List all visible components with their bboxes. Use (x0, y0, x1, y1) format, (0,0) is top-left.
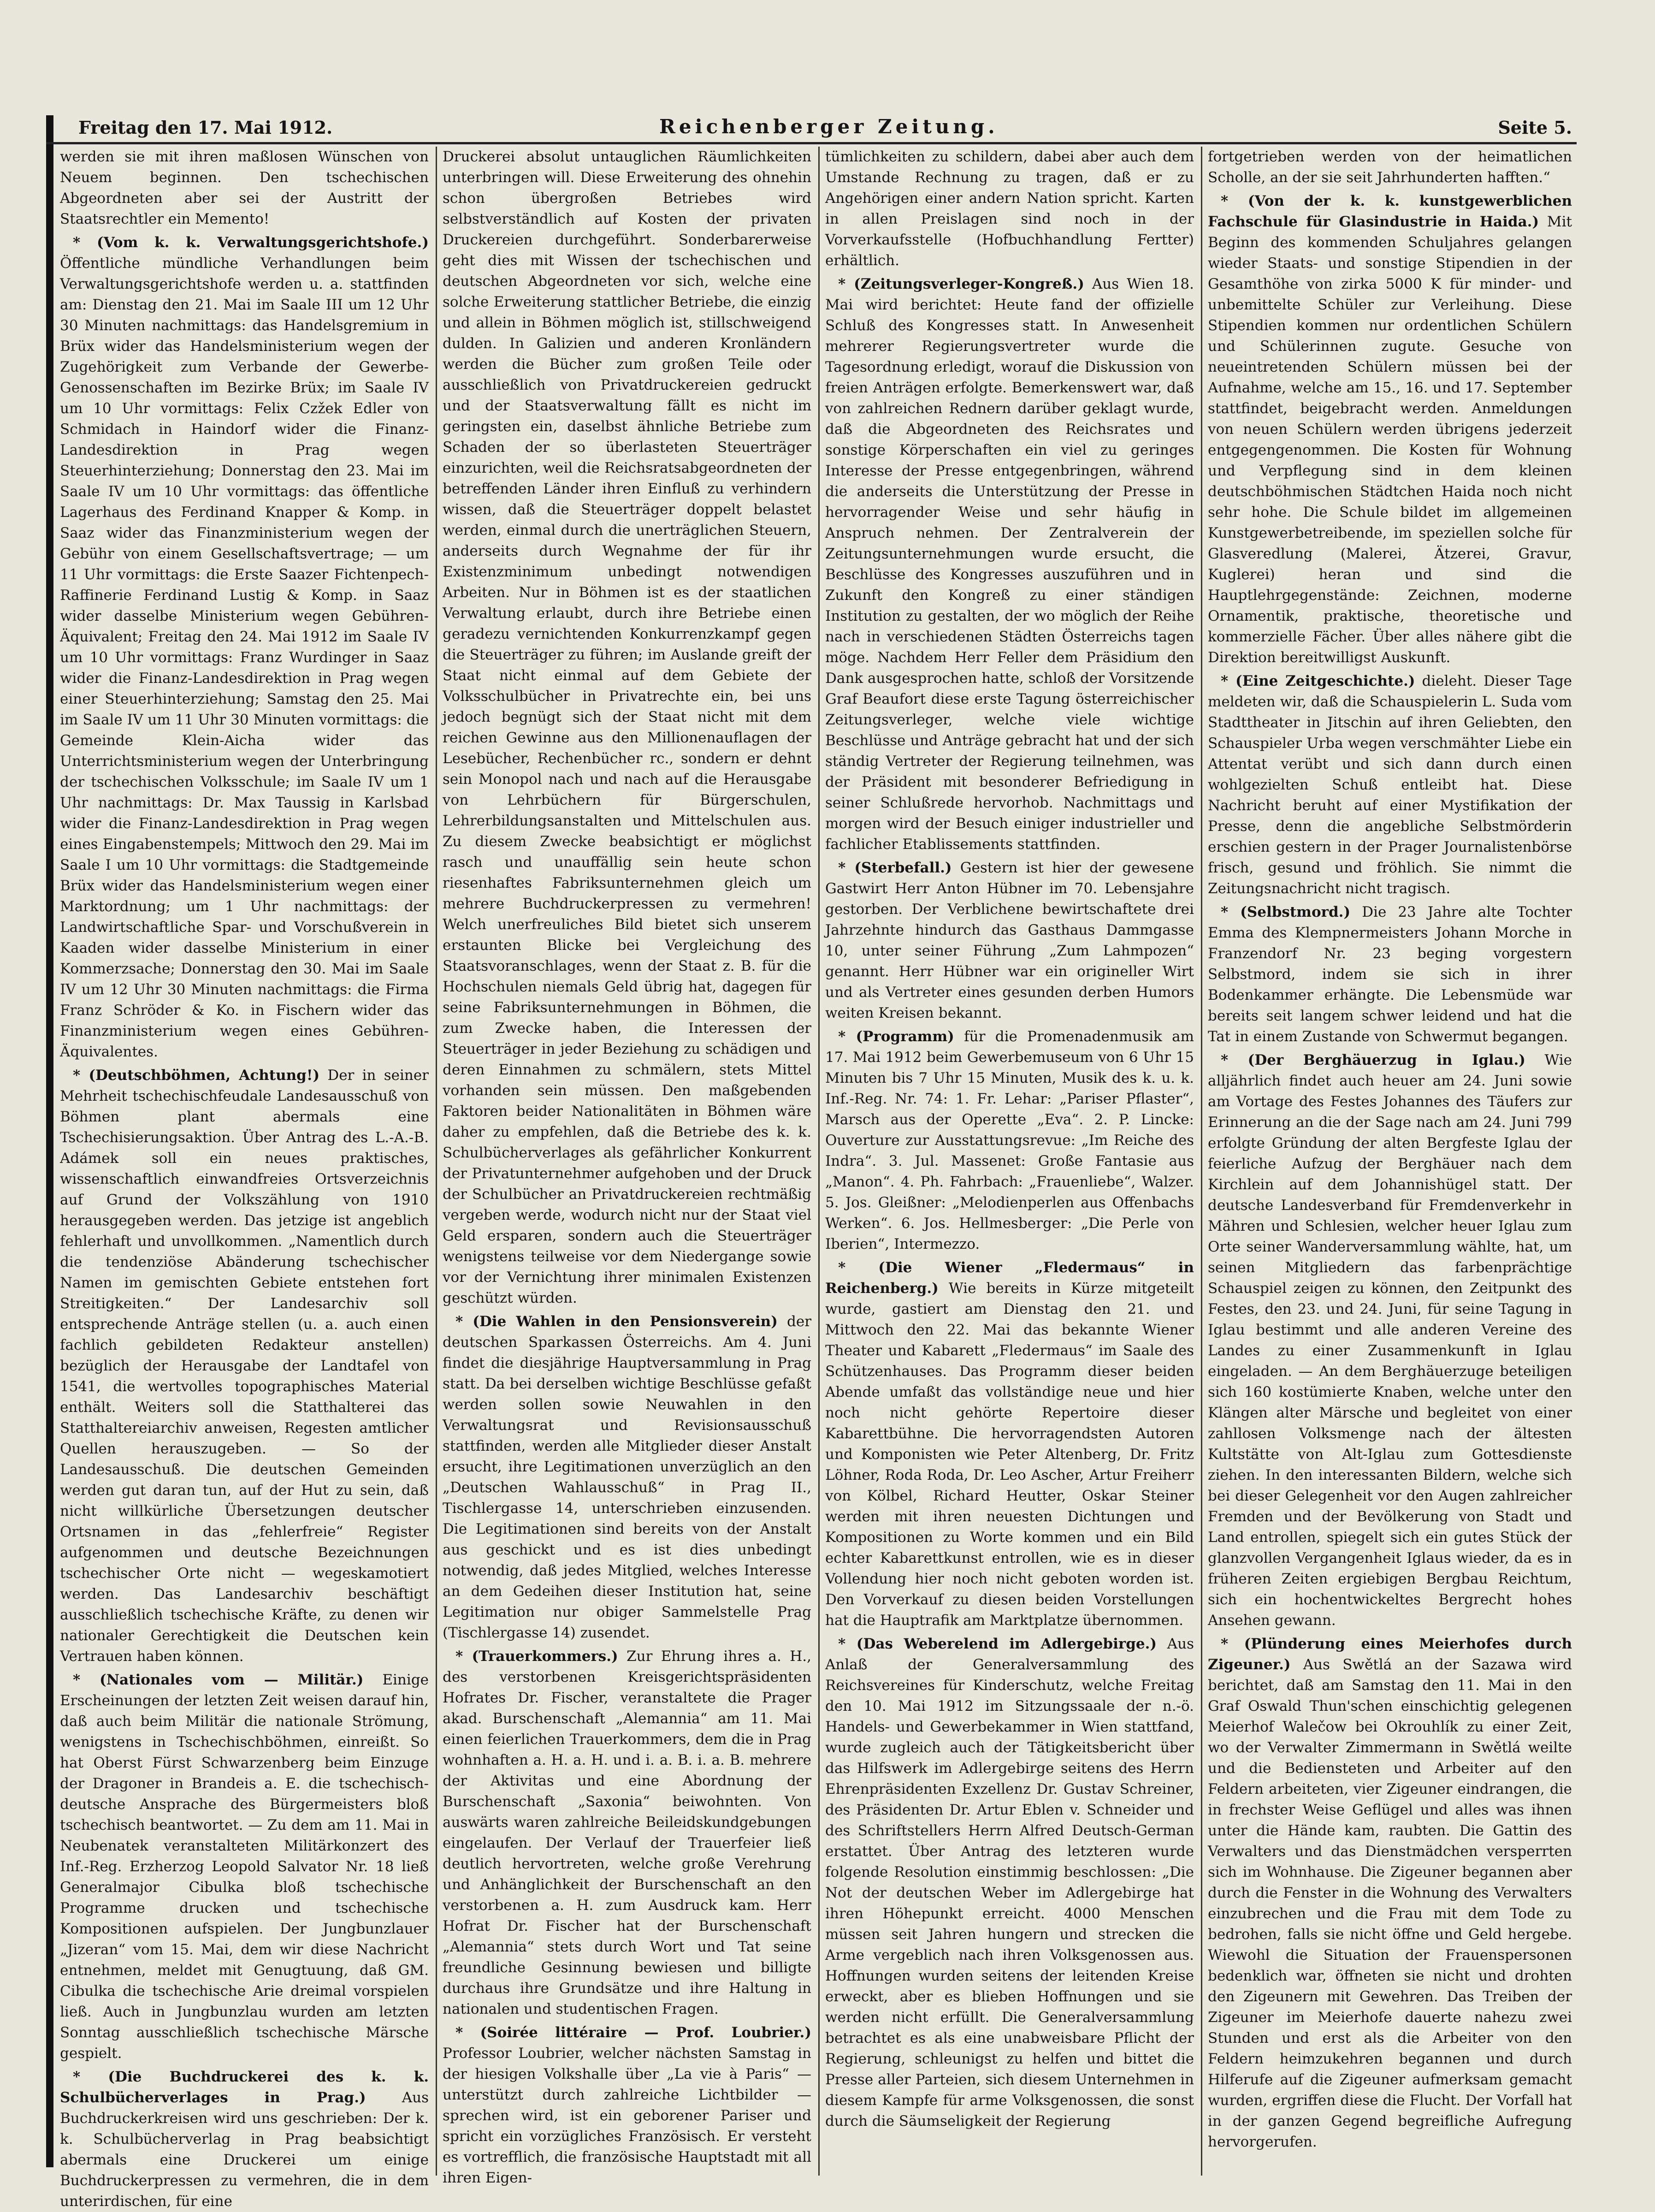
article-paragraph (825, 147, 1194, 271)
article-heading: * (Deutschböhmen, Achtung!) (73, 1067, 320, 1084)
article-text: Aus Wien 18. Mai wird berichtet: Heute fand der offizielle Schluß des Kongresses statt. In Anwesenheit mehrerer Regierungsvertreter wurde die Tagesordnung erledigt, worauf die Diskussion von freien Anträgen erfolgte. Bemerkenswert war, daß von zahlreichen Rednern darüber geklagt wurde, daß die Abgeordneten des Reichsrates und sonstige Körperschaften ein viel zu geringes Interesse der Presse entgegenbringen, während die anderseits die Unterstützung der Presse in hervorragender Weise und sehr häufig in Anspruch nehmen. Der Zentralverein der Zeitungsunternehmungen wurde ersucht, die Beschlüsse des Kongresses auszuführen und in Zukunft den Kongreß zu einer ständigen Institution zu gestalten, der wo möglich der Reihe nach in verschiedenen Städten Österreichs tagen möge. Nachdem Herr Feller dem Präsidium den Dank ausgesprochen hatte, schloß der Vorsitzende Graf Beaufort diese erste Tagung österreichischer Zeitungsverleger, welche viele wichtige Beschlüsse und Anträge gebracht hat und der sich ständig Vertreter der Regierung teilnehmen, was der Präsident mit besonderer Befriedigung in seiner Schlußrede hervorhob. Nachmittags und morgen wird der Besuch einiger industrieller und fachlicher Etablissements stattfinden. (825, 276, 1194, 853)
article-text: Einige Erscheinungen der letzten Zeit weisen darauf hin, daß auch beim Militär die nationale Strömung, wenigstens in Tschechischböhmen, einreißt. So hat Oberst Fürst Schwarzenberg beim Einzuge der Dragoner in Brandeis a. E. die tschechisch-deutsche Ansprache des Bürgermeisters bloß tschechisch beantwortet. — Zu dem am 11. Mai in Neubenatek veranstalteten Militärkonzert des Inf.-Reg. Erzherzog Leopold Salvator Nr. 18 ließ Generalmajor Cibulka bloß tschechische Programme drucken und tschechische Kompositionen aufspielen. Der Jungbunzlauer „Jizeran“ vom 15. Mai, dem wir diese Nachricht entnehmen, meldet mit Genugtuung, daß GM. Cibulka die tschechische Arie dreimal vorspielen ließ. Auch in Jungbunzlau wurden am letzten Sonntag ausschließlich tschechische Märsche gespielt. (60, 1672, 429, 2062)
article-heading: * (Die Buchdruckerei des k. k. Schulbücherverlages in Prag.) (60, 2069, 429, 2106)
column-3 (825, 147, 1194, 2176)
article-paragraph (825, 858, 1194, 1024)
article-text: Wie alljährlich findet auch heuer am 24. Juni sowie am Vortage des Festes Johannes des Täufers zur Erinnerung an die der Sage nach am 24. Juni 799 erfolgte Gründung der alten Bergfeste Iglau der feierliche Aufzug der Berghäuer nach dem Kirchlein auf dem Johannishügel statt. Der deutsche Landesverband für Fremdenverkehr in Mähren und Schlesien, welcher heuer Iglau zum Orte seiner Wanderversammlung wählte, hat, um seinen Mitgliedern das farbenprächtige Schauspiel zeigen zu können, den Zeitpunkt des Festes, den 23. und 24. Juni, für seine Tagung in Iglau bestimmt und alle anderen Vereine des Landes zu einer Zusammenkunft in Iglau eingeladen. — An dem Berghäuerzuge beteiligen sich 160 kostümierte Knaben, welche unter den Klängen alter Märsche und begleitet von einer zahllosen Volksmenge nach der ältesten Kultstätte von Alt-Iglau zum Gottesdienste ziehen. In den interessanten Bildern, welche sich bei dieser Gelegenheit vor den Augen zahlreicher Fremden und der Bevölkerung von Stadt und Land entrollen, spiegelt sich ein gutes Stück der glanzvollen Vergangenheit Iglaus wieder, da es in früheren Zeiten ergiebigen Bergbau Reichtum, sich ein hochentwickeltes Bergrecht hohes Ansehen gewann. (1208, 1052, 1572, 1629)
top-margin-strip (0, 0, 1655, 115)
article-heading: * (Selbstmord.) (1221, 904, 1351, 920)
article-paragraph (443, 147, 811, 1309)
header-paper-title: Reichenberger Zeitung. (659, 115, 999, 138)
article-heading: * (Vom k. k. Verwaltungsgerichtshofe.) (73, 234, 429, 251)
column-4 (1208, 147, 1572, 2176)
article-text: Öffentliche mündliche Verhandlungen beim Verwaltungsgerichtshofe werden u. a. stattfinden am: Dienstag den 21. Mai im Saale III um 12 Uhr 30 Minuten nachmittags: das Handelsgremium in Brüx wider das Handelsministerium wegen der Zugehörigkeit zum Verbande der Gewerbe-Genossenschaften im Bezirke Brüx; im Saale IV um 10 Uhr vormittags: Felix Czžek Edler von Schmidach in Haindorf wider die Finanz-Landesdirektion in Prag wegen Steuerhinterziehung; Donnerstag den 23. Mai im Saale IV um 10 Uhr vormittags: das öffentliche Lagerhaus des Ferdinand Knapper & Komp. in Saaz wider das Finanzministerium wegen der Gebühr von einem Gesellschaftsvertrage; — um 11 Uhr vormittags: die Erste Saazer Fichtenpech-Raffinerie Ferdinand Lustig & Komp. in Saaz wider dasselbe Ministerium wegen Gebühren-Äquivalent; Freitag den 24. Mai 1912 im Saale IV um 10 Uhr vormittags: Franz Wurdinger in Saaz wider die Finanz-Landesdirektion in Prag wegen einer Steuerhinterziehung; Samstag den 25. Mai im Saale IV um 11 Uhr 30 Minuten vormittags: die Gemeinde Klein-Aicha wider das Unterrichtsministerium wegen der Unterbringung der tschechischen Volksschule; im Saale IV um 1 Uhr nachmittags: Dr. Max Taussig in Karlsbad wider die Finanz-Landesdirektion in Prag wegen eines Eingabenstempels; Mittwoch den 29. Mai im Saale I um 10 Uhr vormittags: die Stadtgemeinde Brüx wider das Handelsministerium wegen einer Marktordnung; um 1 Uhr nachmittags: der Landwirtschaftliche Spar- und Vorschußverein in Kaaden wider dasselbe Ministerium in einer Kommerzsache; Donnerstag den 30. Mai im Saale IV um 12 Uhr 30 Minuten nachmittags: die Firma Franz Schröder & Ko. in Fischern wider das Finanzministerium wegen eines Gebühren-Äquivalentes. (60, 255, 429, 1060)
header-page-number: Seite 5. (1498, 117, 1572, 138)
article-heading: * (Die Wiener „Fledermaus“ in Reichenberg.) (825, 1259, 1194, 1297)
article-text: fortgetrieben werden von der heimatlichen Scholle, an der sie seit Jahrhunderten hafften.“ (1208, 148, 1572, 186)
article-paragraph (1208, 671, 1572, 899)
column-rule (436, 147, 437, 2176)
article-heading: * (Programm) (838, 1028, 954, 1045)
column-2 (443, 147, 812, 2186)
column-rule (818, 147, 820, 2176)
header-date: Freitag den 17. Mai 1912. (78, 117, 333, 138)
article-paragraph (443, 2022, 811, 2188)
article-text: Druckerei absolut untauglichen Räumlichkeiten unterbringen will. Diese Erweiterung des ohnehin schon übergroßen Betriebes wird selbstverständlich auf Kosten der privaten Druckereien durchgeführt. Sonderbarerweise geht dies mit Wissen der tschechischen und deutschen Abgeordneten vor sich, welche eine solche Erweiterung stattlicher Betriebe, die einzig und allein in Böhmen möglich ist, stillschweigend dulden. In Galizien und anderen Kronländern werden die Bücher zum großen Teile oder ausschließlich von Privatdruckereien gedruckt und der Staatsverwaltung fällt es nicht im geringsten ein, daselbst ähnliche Betriebe zum Schaden der so überlasteten Steuerträger einzurichten, weil die Reichsratsabgeordneten der betreffenden Länder ihren Einfluß zu verhindern wissen, daß die Steuerträger doppelt belastet werden, einmal durch die unerträglichen Steuern, anderseits durch Wegnahme der für ihr Existenzminimum unbedingt notwendigen Arbeiten. Nur in Böhmen ist es der staatlichen Verwaltung erlaubt, durch ihre Betriebe einen geradezu vernichtenden Konkurrenzkampf gegen die Steuerträger zu führen; im Auslande greift der Staat nicht einmal auf dem Gebiete der Volksschulbücher in Privatrechte ein, bei uns jedoch begnügt sich der Staat nicht mit dem reichen Gewinne aus den Millionenauflagen der Lesebücher, Rechenbücher rc., sondern er dehnt sein Monopol nach und nach auf die Herausgabe von Lehrbüchern für Bürgerschulen, Lehrerbildungsanstalten und Mittelschulen aus. Zu diesem Zwecke beabsichtigt er möglichst rasch und unauffällig sein heute schon riesenhaftes Fabriksunternehmen gleich um mehrere Buchdruckerpressen zu vermehren! Welch unerfreuliches Bild bietet sich unserem erstaunten Blicke bei Vergleichung des Staatsvoranschlages, wenn der Staat z. B. für die Hochschulen niemals Geld übrig hat, dagegen für seine Fabriksunternehmungen in Böhmen, die zum Zwecke haben, die Interessen der Steuerträger in jeder Beziehung zu schädigen und deren Einnahmen zu schmälern, stets Mittel vorhanden sein müssen. Den maßgebenden Faktoren beider Nationalitäten in Böhmen wäre daher zu empfehlen, daß die Betriebe des k. k. Schulbücherverlages als gefährlicher Konkurrent der Privatunternehmer aufgehoben und der Druck der Schulbücher an Privatdruckereien rechtmäßig vergeben werde, wodurch nicht nur der Staat viel Geld ersparen, sondern auch die Steuerträger wenigstens teilweise vor dem Niedergange sowie vor der Vernichtung ihrer minimalen Existenzen geschützt würden. (443, 148, 811, 1306)
article-heading: * (Zeitungsverleger-Kongreß.) (838, 276, 1084, 292)
article-heading: * (Sterbefall.) (838, 860, 952, 876)
article-text: Wie bereits in Kürze mitgeteilt wurde, gastiert am Dienstag den 21. und Mittwoch den 22. Mai das bekannte Wiener Theater und Kabarett „Fledermaus“ im Saale des Schützenhauses. Das Programm dieser beiden Abende umfaßt das vollständige neue und hier noch nicht gehörte Repertoire dieser Kabarettbühne. Die hervorragendsten Autoren und Komponisten wie Peter Altenberg, Dr. Fritz Löhner, Roda Roda, Dr. Leo Ascher, Artur Freiherr von Kölbel, Richard Heutter, Oskar Steiner werden mit ihren neuesten Dichtungen und Kompositionen zu Worte kommen und ein Bild echter Kabarettkunst entrollen, wie es in dieser Vollendung hier noch nicht geboten worden ist. Den Vorverkauf zu diesen beiden Vorstellungen hat die Hauptrafik am Marktplatze übernommen. (825, 1280, 1194, 1629)
article-paragraph (825, 1026, 1194, 1255)
page-header (46, 115, 1577, 144)
article-heading: * (Trauerkommers.) (455, 1648, 618, 1665)
article-heading: * (Die Wahlen in den Pensionsverein) (455, 1313, 778, 1330)
article-paragraph (60, 232, 429, 1062)
article-text: Zur Ehrung ihres a. H., des verstorbenen Kreisgerichtspräsidenten Hofrates Dr. Fischer, veranstaltete die Prager akad. Burschenschaft „Alemannia“ am 11. Mai einen feierlichen Trauerkommers, dem die in Prag wohnhaften a. H. a. H. und i. a. B. i. a. B. mehrere der Aktivitas und eine Abordnung der Burschenschaft „Saxonia“ beiwohnten. Von auswärts waren zahlreiche Beileidskundgebungen eingelaufen. Der Verlauf der Trauerfeier ließ deutlich hervortreten, welche große Verehrung und Anhänglichkeit der Burschenschaft an den verstorbenen a. H. zum Ausdruck kam. Herr Hofrat Dr. Fischer hat der Burschenschaft „Alemannia“ stets durch Wort und Tat seine freundliche Gesinnung bewiesen und billigte durchaus ihre Grundsätze und ihre Haltung in nationalen und studentischen Fragen. (443, 1648, 811, 2017)
article-text: werden sie mit ihren maßlosen Wünschen von Neuem beginnen. Den tschechischen Abgeordneten aber sei der Austritt der Staatsrechtler ein Memento! (60, 148, 429, 227)
article-text: Der in seiner Mehrheit tschechischfeudale Landesausschuß von Böhmen plant abermals eine Tschechisierungsaktion. Über Antrag des L.-A.-B. Adámek soll ein neues praktisches, wissenschaftlich einwandfreies Ortsverzeichnis auf Grund der Volkszählung von 1910 herausgegeben werden. Das jetzige ist angeblich fehlerhaft und unvollkommen. „Namentlich durch die tendenziöse Abänderung tschechischer Namen im gemischten Gebiete entstehen fort Streitigkeiten.“ Der Landesarchiv soll entsprechende Anträge stellen (u. a. auch einen fachlich gebildeten Redakteur anstellen) bezüglich der Herausgabe der Landtafel von 1541, die wertvolles topographisches Material enthält. Weiters soll die Statthalterei das Statthaltereiarchiv anweisen, Regesten amtlicher Quellen herauszugeben. — So der Landesausschuß. Die deutschen Gemeinden werden gut daran tun, auf der Hut zu sein, daß nicht willkürliche Übersetzungen deutscher Ortsnamen in das „fehlerfreie“ Register aufgenommen und deutsche Bezeichnungen tschechischer Orte nicht — wegeskamotiert werden. Das Landesarchiv beschäftigt ausschließlich tschechische Kräfte, zu denen wir nationaler Gerechtigkeit die Deutschen kein Vertrauen haben können. (60, 1067, 429, 1665)
article-paragraph (443, 1311, 811, 1643)
article-heading: * (Nationales vom — Militär.) (73, 1672, 364, 1688)
article-paragraph (60, 1670, 429, 2064)
article-paragraph (1208, 1634, 1572, 2153)
text-columns (60, 147, 1572, 2210)
article-heading: * (Eine Zeitgeschichte.) (1221, 673, 1415, 689)
article-heading: * (Der Berghäuerzug in Iglau.) (1221, 1052, 1525, 1068)
article-text: Professor Loubrier, welcher nächsten Samstag in der hiesigen Volkshalle über „La vie à Paris“ — unterstützt durch zahlreiche Lichtbilder — sprechen wird, ist ein geborener Pariser und spricht ein vorzügliches Französisch. Er versteht es vortrefflich, die französische Hauptstadt mit all ihren Eigen- (443, 2045, 811, 2186)
article-heading: * (Von der k. k. kunstgewerblichen Fachschule für Glasindustrie in Haida.) (1208, 193, 1572, 230)
article-heading: * (Soirée littéraire — Prof. Loubrier.) (455, 2024, 811, 2041)
article-text: dieleht. Dieser Tage meldeten wir, daß die Schauspielerin L. Suda vom Stadttheater in Jitschin auf ihren Geliebten, den Schauspieler Urba wegen verschmähter Liebe ein Attentat verübt und sich dann durch einen wohlgezielten Schuß entleibt hat. Diese Nachricht beruht auf einer Mystifikation der Presse, denn die angebliche Selbstmörderin erschien gestern in der Prager Journalistenbörse frisch, gesund und fröhlich. Sie nimmt die Zeitungsnachricht nicht tragisch. (1208, 673, 1572, 897)
article-text: Die 23 Jahre alte Tochter Emma des Klempnermeisters Johann Morche in Franzendorf Nr. 23 beging vorgestern Selbstmord, indem sie sich in ihrer Bodenkammer erhängte. Die Lebensmüde war bereits seit langem schwer leidend und hat die Tat in einem Zustande von Schwermut begangen. (1208, 904, 1572, 1045)
article-paragraph (60, 147, 429, 230)
article-paragraph (825, 1634, 1194, 2132)
article-text: Gestern ist hier der gewesene Gastwirt Herr Anton Hübner im 70. Lebensjahre gestorben. Der Verblichene bewirtschaftete drei Jahrzehnte hindurch das Gasthaus Dammgasse 10, unter seiner Führung „Zum Lahmpozen“ genannt. Herr Hübner war ein origineller Wirt und als Vertreter eines gesunden derben Humors weiten Kreisen bekannt. (825, 860, 1194, 1021)
article-paragraph (825, 274, 1194, 855)
article-paragraph (443, 1646, 811, 2020)
article-paragraph (60, 1065, 429, 1667)
article-paragraph (1208, 1050, 1572, 1631)
article-paragraph (1208, 191, 1572, 668)
binding-edge-bar (46, 115, 53, 2167)
article-heading: * (Das Weberelend im Adlergebirge.) (838, 1636, 1157, 1652)
column-rule (1201, 147, 1202, 2176)
article-text: Aus Buchdruckerkreisen wird uns geschrieben: Der k. k. Schulbücherverlag in Prag beabsichtigt abermals eine Druckerei um einige Buchdruckerpressen zu vermehren, die in dem unterirdischen, für eine (60, 2089, 429, 2210)
article-paragraph (1208, 902, 1572, 1047)
article-text: der deutschen Sparkassen Österreichs. Am 4. Juni findet die diesjährige Hauptversammlung in Prag statt. Da bei derselben wichtige Beschlüsse gefaßt werden sollen sowie Neuwahlen in den Verwaltungsrat und Revisionsausschuß stattfinden, werden alle Mitglieder dieser Anstalt ersucht, ihre Legitimationen unverzüglich an den „Deutschen Wahlausschuß“ in Prag II., Tischlergasse 14, unterschrieben einzusenden. Die Legitimationen sind bereits von der Anstalt aus geschickt und es ist dies unbedingt notwendig, daß jedes Mitglied, welches Interesse an dem Gedeihen dieser Institution hat, seine Legitimation nur obiger Sammelstelle Prag (Tischlergasse 14) zusendet. (443, 1313, 812, 1641)
article-text: tümlichkeiten zu schildern, dabei aber auch dem Umstande Rechnung zu tragen, daß er zu Angehörigen einer andern Nation spricht. Karten in allen Preislagen sind noch in der Vorverkaufsstelle (Hofbuchhandlung Fertter) erhältlich. (825, 148, 1194, 269)
article-heading: * (Plünderung eines Meierhofes durch Zigeuner.) (1208, 1636, 1572, 1673)
article-text: für die Promenadenmusik am 17. Mai 1912 beim Gewerbemuseum von 6 Uhr 15 Minuten bis 7 Uhr 15 Minuten, Musik des k. u. k. Inf.-Reg. Nr. 74: 1. Fr. Lehar: „Pariser Pflaster“, Marsch aus der Operette „Eva“. 2. P. Lincke: Ouverture zur Ausstattungsrevue: „Im Reiche des Indra“. 3. Jul. Massenet: Große Fantasie aus „Manon“. 4. Ph. Fahrbach: „Frauenliebe“, Walzer. 5. Jos. Gleißner: „Melodienperlen aus Offenbachs Werken“. 6. Jos. Hellmesberger: „Die Perle von Iberien“, Intermezzo. (825, 1028, 1194, 1252)
article-paragraph (825, 1257, 1194, 1631)
article-text: Aus Swětlá an der Sazawa wird berichtet, daß am Samstag den 11. Mai in den Graf Oswald Thun'schen einschichtig gelegenen Meierhof Walečow bei Okrouhlík zu einer Zeit, wo der Verwalter Zimmermann in Swětlá weilte und die Bediensteten und Arbeiter auf den Feldern arbeiteten, vier Zigeuner eindrangen, die in frechster Weise Geflügel und alles was ihnen unter die Hände kam, raubten. Die Gattin des Verwalters und das Dienstmädchen versperrten sich im Wohnhause. Die Zigeuner begannen aber durch die Fenster in die Wohnung des Verwalters einzubrechen und die Frau mit dem Tode zu bedrohen, falls sie nicht öffne und Geld hergebe. Wiewohl die Situation der Frauenspersonen bedenklich war, öffneten sie nicht und drohten den Zigeunern mit Gewehren. Das Treiben der Zigeuner im Meierhofe dauerte nahezu zwei Stunden und erst als die Arbeiter von den Feldern heimzukehren begannen und durch Hilferufe auf die Zigeuner aufmerksam gemacht wurden, ergriffen diese die Flucht. Der Vorfall hat in der ganzen Gegend begreifliche Aufregung hervorgerufen. (1208, 1656, 1572, 2150)
article-paragraph (1208, 147, 1572, 188)
article-paragraph (60, 2067, 429, 2212)
article-text: Mit Beginn des kommenden Schuljahres gelangen wieder Staats- und sonstige Stipendien in der Gesamthöhe von zirka 5000 K für minder- und unbemittelte Schüler zur Verleihung. Diese Stipendien kommen nur ordentlichen Schülern und Schülerinnen zugute. Gesuche von neueintretenden Schülern müssen bei der Aufnahme, welche am 15., 16. und 17. September stattfindet, beigebracht werden. Anmeldungen von neuen Schülern werden übrigens jederzeit entgegengenommen. Die Kosten für Wohnung und Verpflegung sind in dem kleinen deutschböhmischen Städtchen Haida noch nicht sehr hohe. Die Schule bildet im allgemeinen Kunstgewerbetreibende, im speziellen solche für Glasveredlung (Malerei, Ätzerei, Gravur, Kuglerei) heran und sind die Hauptlehrgegenstände: Zeichnen, moderne Ornamentik, praktische, theoretische und kommerzielle Fächer. Über alles nähere gibt die Direktion bereitwilligst Auskunft. (1208, 213, 1572, 666)
article-text: Aus Anlaß der Generalversammlung des Reichsvereines für Kinderschutz, welche Freitag den 10. Mai 1912 im Sitzungssaale der n.-ö. Handels- und Gewerbekammer in Wien stattfand, wurde zugleich auch der Tätigkeitsbericht über das Hilfswerk im Adlergebirge seitens des Herrn Ehrenpräsidenten Exzellenz Dr. Gustav Schreiner, des Präsidenten Dr. Artur Eblen v. Schneider und des Schriftstellers Herrn Alfred Deutsch-German erstattet. Über Antrag des letzteren wurde folgende Resolution einstimmig beschlossen: „Die Not der deutschen Weber im Adlergebirge hat ihren Höhepunkt erreicht. 4000 Menschen müssen seit Jahren hungern und strecken die Arme vergeblich nach ihren Volksgenossen aus. Hoffnungen wurden seitens der leitenden Kreise erweckt, aber es blieben Hoffnungen und sie werden nicht erfüllt. Die Generalversammlung betrachtet es als eine unabweisbare Pflicht der Regierung, schleunigst zu helfen und bittet die Presse aller Parteien, sich diesem Unternehmen in diesem Kampfe für arme Volksgenossen, die sonst durch die Säumseligkeit der Regierung (825, 1636, 1194, 2129)
column-1 (60, 147, 429, 2210)
